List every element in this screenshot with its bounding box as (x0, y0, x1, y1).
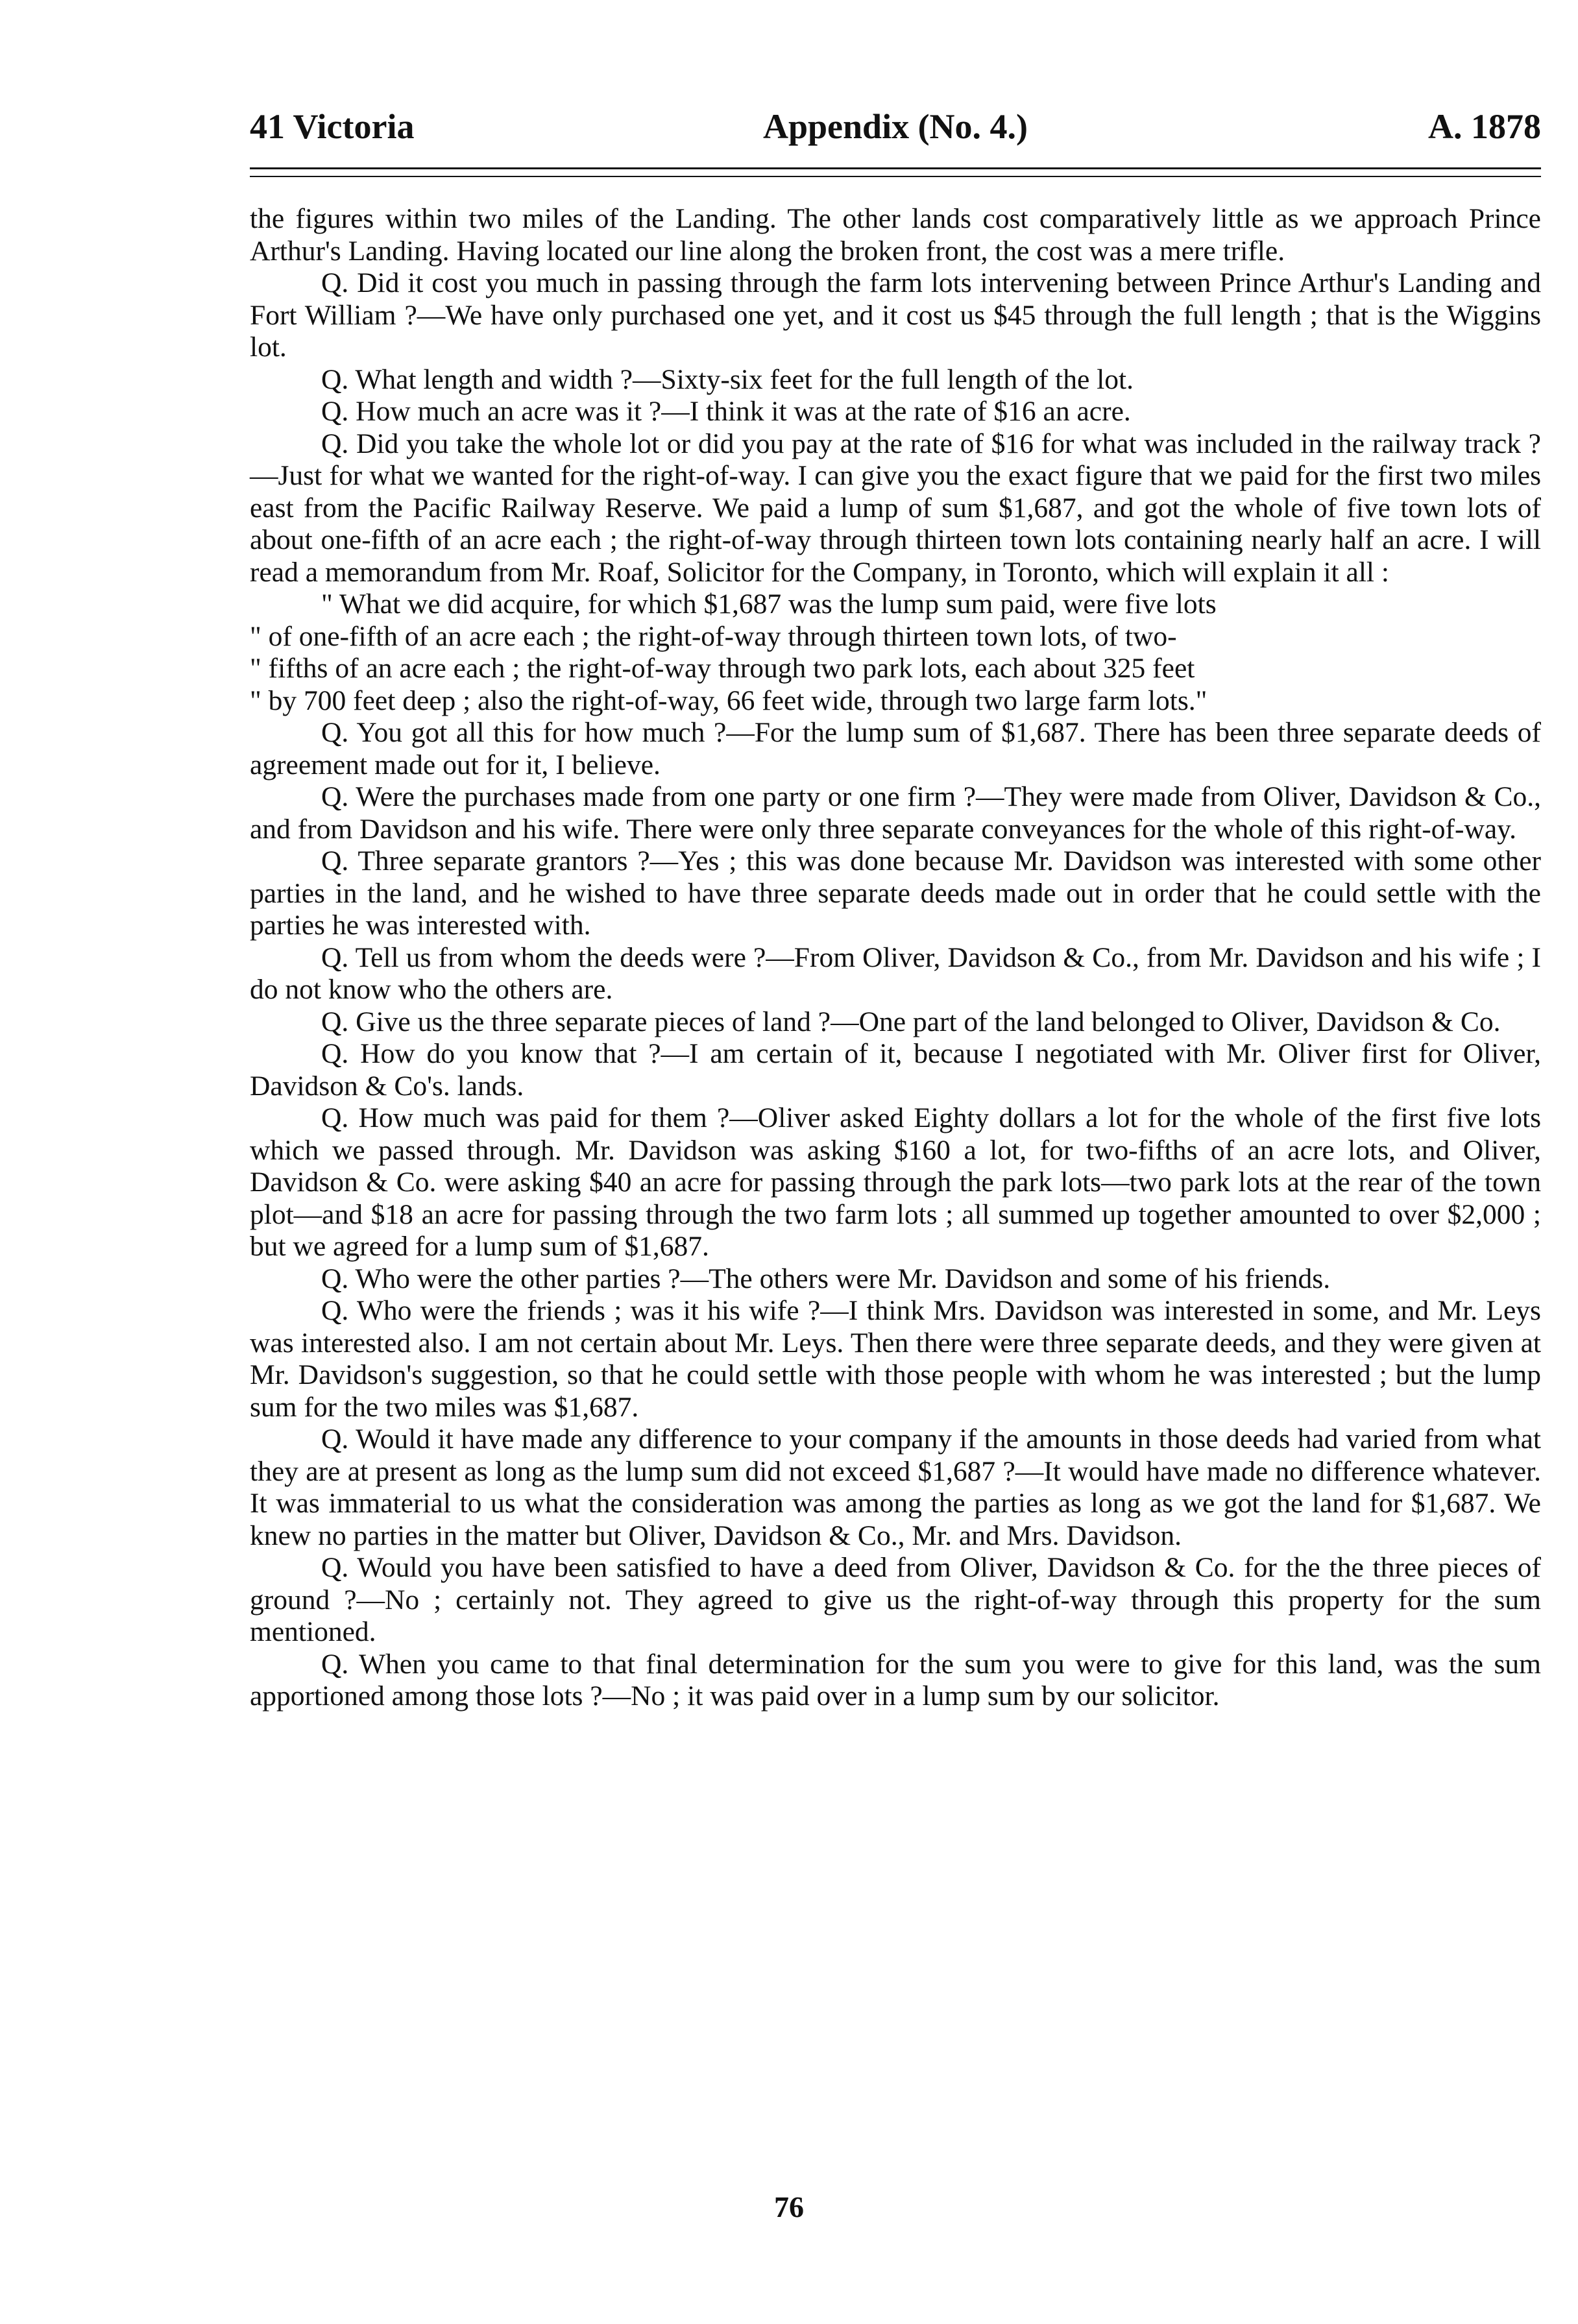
paragraph: Q. How much was paid for them ?—Oliver asked Eighty dollars a lot for the whole of the first five lots which we passed through. Mr. Davidson was asking $160 a lot, for two-fifths of an acre lots, and Oliver, Davidson & Co. were asking $40 an acre for passing through the park lots—two park lots at the rear of the town plot—and $18 an acre for passing through the two farm lots ; all summed up together amounted to over $2,000 ; but we agreed for a lump sum of $1,687. (250, 1102, 1541, 1262)
quoted-memorandum-line: " What we did acquire, for which $1,687 was the lump sum paid, were five lots (321, 588, 1217, 620)
paragraph: the figures within two miles of the Landing. The other lands cost comparatively little as we approach Prince Arthur's Landing. Having located our line along the broken front, the cost was a mere trifle. (250, 203, 1541, 267)
paragraph: Q. Did you take the whole lot or did you pay at the rate of $16 for what was included in the railway track ?—Just for what we wanted for the right-of-way. I can give you the exact figure that we paid for the first two miles east from the Pacific Railway Reserve. We paid a lump of sum $1,687, and got the whole of five town lots of about one-fifth of an acre each ; the right-of-way through thirteen town lots containing nearly half an acre. I will read a memorandum from Mr. Roaf, Solicitor for the Company, in Toronto, which will explain it all : (250, 428, 1541, 588)
header-session: 41 Victoria (250, 107, 415, 146)
quoted-memorandum-line: " fifths of an acre each ; the right-of-way through two park lots, each about 325 feet (250, 653, 1195, 684)
header-year: A. 1878 (1428, 107, 1541, 146)
paragraph: Q. Were the purchases made from one party or one firm ?—They were made from Oliver, Davidson & Co., and from Davidson and his wife. There were only three separate conveyances for the whole of this right-of-way. (250, 781, 1541, 845)
paragraph: Q. You got all this for how much ?—For the lump sum of $1,687. There has been three separate deeds of agreement made out for it, I believe. (250, 717, 1541, 781)
quoted-memorandum-line: " of one-fifth of an acre each ; the right-of-way through thirteen town lots, of two- (250, 620, 1177, 652)
page-number: 76 (774, 2190, 804, 2223)
paragraph: Q. Tell us from whom the deeds were ?—From Oliver, Davidson & Co., from Mr. Davidson and his wife ; I do not know who the others are. (250, 941, 1541, 1005)
quoted-memorandum-line: " by 700 feet deep ; also the right-of-way, 66 feet wide, through two large farm lots." (250, 684, 1208, 716)
paragraph: Q. Would you have been satisfied to have a deed from Oliver, Davidson & Co. for the the three pieces of ground ?—No ; certainly not. They agreed to give us the right-of-way through this property for the sum mentioned. (250, 1552, 1541, 1647)
paragraph: Q. How do you know that ?—I am certain of it, because I negotiated with Mr. Oliver first for Oliver, Davidson & Co's. lands. (250, 1038, 1541, 1102)
paragraph: Q. How much an acre was it ?—I think it was at the rate of $16 an acre. (321, 396, 1131, 427)
document-page (250, 97, 1541, 1713)
paragraph: Q. Would it have made any difference to your company if the amounts in those deeds had varied from what they are at present as long as the lump sum did not exceed $1,687 ?—It would have made no difference whatever. It was immaterial to us what the consideration was among the parties as long as we got the land for $1,687. We knew no parties in the matter but Oliver, Davidson & Co., Mr. and Mrs. Davidson. (250, 1423, 1541, 1551)
testimony-body (250, 203, 1541, 1713)
paragraph: Q. Who were the other parties ?—The others were Mr. Davidson and some of his friends. (321, 1263, 1331, 1294)
paragraph: Q. Did it cost you much in passing through the farm lots intervening between Prince Arthur's Landing and Fort William ?—We have only purchased one yet, and it cost us $45 through the full length ; that is the Wiggins lot. (250, 267, 1541, 363)
running-header (250, 97, 1541, 156)
paragraph: Q. Give us the three separate pieces of land ?—One part of the land belonged to Oliver, Davidson & Co. (321, 1006, 1501, 1037)
paragraph: Q. Who were the friends ; was it his wife ?—I think Mrs. Davidson was interested in some, and Mr. Leys was interested also. I am not certain about Mr. Leys. Then there were three separate deeds, and they were given at Mr. Davidson's suggestion, so that he could settle with those people with whom he was interested ; but the lump sum for the two miles was $1,687. (250, 1295, 1541, 1423)
paragraph: Q. Three separate grantors ?—Yes ; this was done because Mr. Davidson was interested with some other parties in the land, and he wished to have three separate deeds made out in order that he could settle with the parties he was interested with. (250, 845, 1541, 941)
header-appendix: Appendix (No. 4.) (762, 107, 1028, 146)
paragraph: Q. When you came to that final determination for the sum you were to give for this land, was the sum apportioned among those lots ?—No ; it was paid over in a lump sum by our solicitor. (250, 1648, 1541, 1712)
header-rule (250, 167, 1541, 177)
paragraph: Q. What length and width ?—Sixty-six feet for the full length of the lot. (321, 363, 1134, 395)
